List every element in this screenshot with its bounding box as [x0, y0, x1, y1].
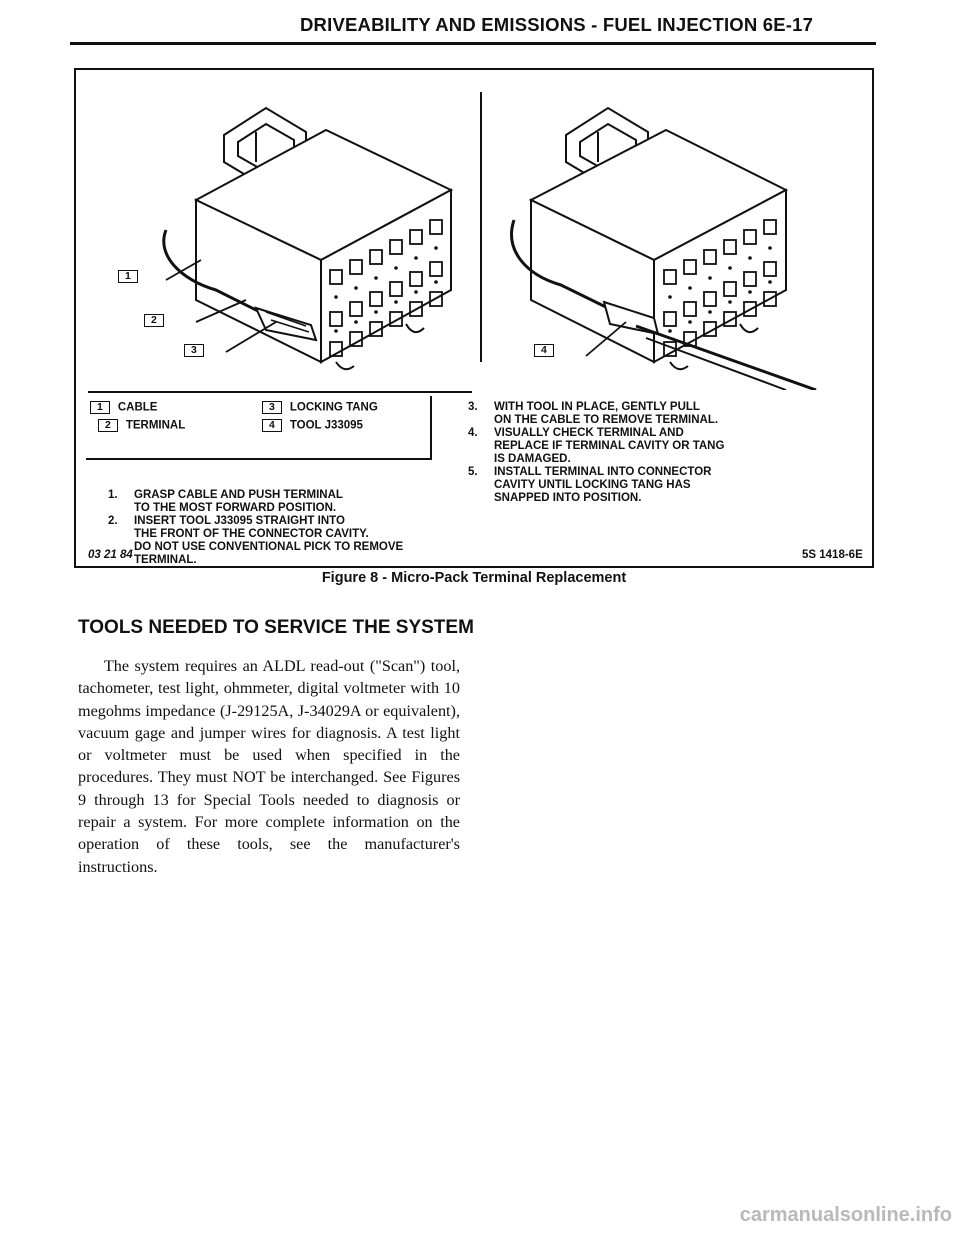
legend-item-terminal: 2 TERMINAL [98, 419, 185, 433]
step-2: 2. INSERT TOOL J33095 STRAIGHT INTO THE FRONT OF THE CONNECTOR CAVITY. DO NOT USE CONVENTIONAL PICK TO REMOVE TERMINAL. [108, 515, 404, 566]
legend-item-locking-tang: 3 LOCKING TANG [262, 401, 378, 415]
date-code: 03 21 84 [88, 549, 133, 561]
header-rule [70, 42, 876, 45]
figure-caption: Figure 8 - Micro-Pack Terminal Replacement [321, 570, 627, 586]
legend-rule [86, 458, 432, 460]
legend-item-tool: 4 TOOL J33095 [262, 419, 363, 433]
step-5: 5. INSTALL TERMINAL INTO CONNECTOR CAVITY UNTIL LOCKING TANG HAS SNAPPED INTO POSITION. [468, 466, 712, 504]
callout-1: 1 [118, 270, 138, 283]
steps-right [468, 401, 724, 505]
step-4: 4. VISUALLY CHECK TERMINAL AND REPLACE IF TERMINAL CAVITY OR TANG IS DAMAGED. [468, 427, 725, 465]
step-3: 3. WITH TOOL IN PLACE, GENTLY PULL ON THE CABLE TO REMOVE TERMINAL. [468, 401, 719, 426]
legend-item-cable: 1 CABLE [90, 401, 157, 415]
figure-divider-horizontal [88, 391, 472, 393]
callout-2: 2 [144, 314, 164, 327]
figure-divider-vertical [480, 92, 482, 362]
step-1: 1. GRASP CABLE AND PUSH TERMINAL TO THE MOST FORWARD POSITION. [108, 489, 343, 514]
reference-code: 5S 1418-6E [802, 549, 863, 561]
callout-4: 4 [534, 344, 554, 357]
steps-left [108, 489, 403, 567]
section-title: TOOLS NEEDED TO SERVICE THE SYSTEM [78, 617, 474, 638]
body-paragraph: The system requires an ALDL read-out ("Scan") tool, tachometer, test light, ohmmeter, digital voltmeter with 10 megohms impedance (J-29125A, J-34029A or equivalent), vacuum gage and jumper wires for diagnosis. A test light or voltmeter must be used when specified in the procedures. They must NOT be interchanged. See Figures 9 through 13 for Special Tools needed to diagnosis or repair a system. For more complete information on the operation of these tools, see the manufacturer's instructions. [78, 657, 460, 876]
figure-8-box [74, 68, 874, 568]
callout-3: 3 [184, 344, 204, 357]
legend-divider [430, 396, 432, 460]
page-header: DRIVEABILITY AND EMISSIONS - FUEL INJECTION 6E-17 [300, 14, 814, 35]
watermark: carmanualsonline.info [739, 1204, 952, 1226]
connector-illustration-left [106, 90, 476, 390]
